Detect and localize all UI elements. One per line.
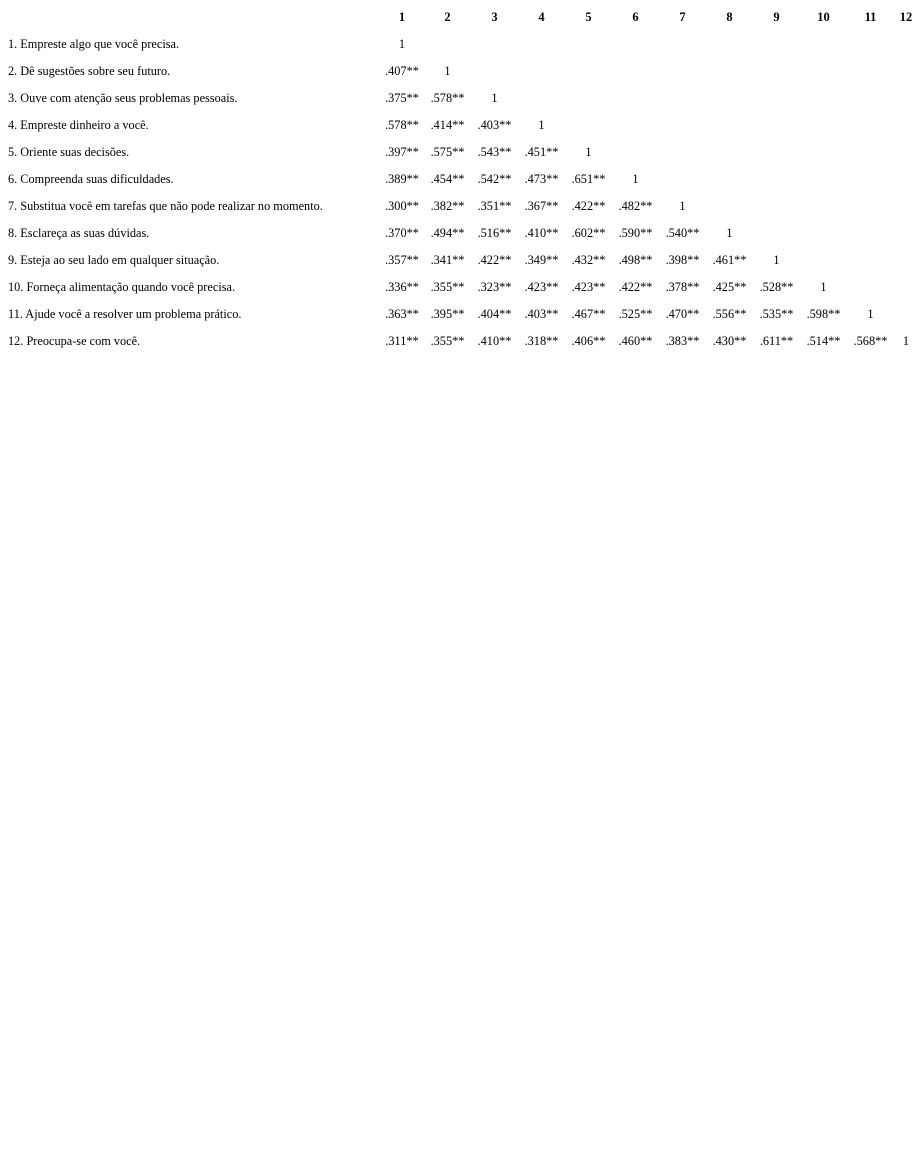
table-cell: .395**	[430, 307, 465, 321]
table-cell	[565, 112, 612, 139]
table-row	[6, 220, 918, 247]
table-cell: .410**	[477, 334, 512, 348]
table-cell	[518, 85, 565, 112]
table-cell	[612, 31, 659, 58]
table-cell: .535**	[759, 307, 794, 321]
row-label: 7. Substitua você em tarefas que não pode realizar no momento.	[8, 199, 323, 213]
table-cell	[847, 139, 894, 166]
table-cell	[424, 31, 471, 58]
col-header: 11	[864, 10, 877, 24]
table-cell	[894, 247, 918, 274]
table-cell	[706, 31, 753, 58]
table-cell	[894, 139, 918, 166]
table-cell: .367**	[524, 199, 559, 213]
table-cell	[894, 301, 918, 328]
table-cell	[800, 85, 847, 112]
table-cell	[659, 112, 706, 139]
table-cell: .378**	[665, 280, 700, 294]
table-cell	[706, 112, 753, 139]
table-cell: .341**	[430, 253, 465, 267]
table-cell: .461**	[712, 253, 747, 267]
table-cell	[847, 85, 894, 112]
table-cell	[753, 193, 800, 220]
table-cell	[565, 31, 612, 58]
table-cell: .467**	[571, 307, 606, 321]
row-label: 5. Oriente suas decisões.	[8, 145, 130, 159]
col-header: 8	[726, 10, 733, 24]
table-row	[6, 31, 918, 58]
table-cell	[847, 193, 894, 220]
table-row	[6, 166, 918, 193]
table-cell	[612, 85, 659, 112]
table-cell	[565, 85, 612, 112]
table-cell: 1	[726, 226, 733, 240]
table-cell: .349**	[524, 253, 559, 267]
table-cell: .611**	[759, 334, 794, 348]
table-cell: .516**	[477, 226, 512, 240]
table-cell	[706, 166, 753, 193]
table-cell: .451**	[524, 145, 559, 159]
table-cell: 1	[398, 37, 406, 51]
table-cell	[659, 139, 706, 166]
table-cell: .651**	[571, 172, 606, 186]
col-header: 12	[899, 10, 913, 24]
col-header: 5	[585, 10, 592, 24]
table-cell	[894, 85, 918, 112]
table-cell: .578**	[385, 118, 419, 132]
col-header: 4	[538, 10, 545, 24]
table-cell	[847, 274, 894, 301]
row-label: 3. Ouve com atenção seus problemas pessoais.	[8, 91, 238, 105]
table-cell	[894, 31, 918, 58]
table-cell: .383**	[665, 334, 700, 348]
table-cell	[612, 112, 659, 139]
col-header: 2	[444, 10, 451, 24]
table-cell: .357**	[385, 253, 419, 267]
table-cell: .355**	[430, 280, 465, 294]
table-cell: 1	[444, 64, 451, 78]
table-cell: .578**	[430, 91, 465, 105]
table-cell	[753, 112, 800, 139]
table-cell: .422**	[618, 280, 653, 294]
table-cell: .575**	[430, 145, 465, 159]
table-cell: .482**	[618, 199, 653, 213]
table-cell: .323**	[477, 280, 512, 294]
table-cell	[753, 31, 800, 58]
table-cell	[753, 166, 800, 193]
table-cell	[471, 31, 518, 58]
table-cell: 1	[902, 334, 910, 348]
table-cell	[753, 58, 800, 85]
col-header: 3	[491, 10, 498, 24]
table-cell: .370**	[385, 226, 419, 240]
table-cell	[800, 193, 847, 220]
table-cell	[471, 58, 518, 85]
col-header: 10	[817, 10, 830, 24]
table-cell: .494**	[430, 226, 465, 240]
table-cell	[612, 139, 659, 166]
table-cell: .407**	[385, 64, 419, 78]
table-cell: .422**	[571, 199, 606, 213]
table-cell: 1	[538, 118, 545, 132]
table-cell	[894, 58, 918, 85]
table-cell	[659, 58, 706, 85]
table-row	[6, 85, 918, 112]
table-cell: .404**	[477, 307, 512, 321]
table-cell	[800, 166, 847, 193]
table-cell	[659, 31, 706, 58]
table-cell: 1	[632, 172, 639, 186]
table-row	[6, 247, 918, 274]
table-cell	[894, 193, 918, 220]
table-cell: .568**	[853, 334, 888, 348]
table-cell: .382**	[430, 199, 465, 213]
table-cell	[894, 220, 918, 247]
table-body	[6, 31, 918, 355]
table-cell: .542**	[477, 172, 512, 186]
table-cell	[659, 166, 706, 193]
table-cell: .543**	[477, 145, 512, 159]
table-cell: .410**	[524, 226, 559, 240]
table-cell: .406**	[571, 334, 606, 348]
table-cell: .355**	[430, 334, 465, 348]
table-cell: 1	[820, 280, 827, 294]
table-cell	[565, 58, 612, 85]
table-cell: 1	[491, 91, 498, 105]
table-cell	[800, 31, 847, 58]
table-cell	[894, 166, 918, 193]
table-row	[6, 274, 918, 301]
table-cell	[800, 58, 847, 85]
table-cell: .430**	[712, 334, 747, 348]
col-header: 1	[398, 10, 406, 24]
table-cell: .311**	[385, 334, 419, 348]
row-label: 4. Empreste dinheiro a você.	[8, 118, 149, 132]
row-label: 1. Empreste algo que você precisa.	[8, 37, 180, 51]
table-row	[6, 193, 918, 220]
table-cell: .300**	[385, 199, 419, 213]
table-cell: 1	[679, 199, 686, 213]
table-cell: .425**	[712, 280, 747, 294]
table-row	[6, 328, 918, 355]
row-label: 8. Esclareça as suas dúvidas.	[8, 226, 150, 240]
table-cell: .336**	[385, 280, 419, 294]
table-cell: .598**	[806, 307, 841, 321]
table-cell: .556**	[712, 307, 747, 321]
row-label: 12. Preocupa-se com você.	[8, 334, 141, 348]
table-row	[6, 301, 918, 328]
table-cell: .473**	[524, 172, 559, 186]
table-cell	[753, 220, 800, 247]
table-cell: .454**	[430, 172, 465, 186]
table-cell	[800, 112, 847, 139]
table-cell	[518, 58, 565, 85]
table-cell: .423**	[524, 280, 559, 294]
table-cell	[706, 85, 753, 112]
table-cell: .363**	[385, 307, 419, 321]
table-cell: 1	[867, 307, 874, 321]
table-cell	[753, 139, 800, 166]
table-row	[6, 58, 918, 85]
table-cell: .528**	[759, 280, 794, 294]
table-cell: 1	[773, 253, 780, 267]
table-cell	[706, 139, 753, 166]
table-cell	[894, 112, 918, 139]
table-cell	[847, 58, 894, 85]
table-cell: .414**	[430, 118, 465, 132]
table-cell	[847, 31, 894, 58]
table-cell: .403**	[524, 307, 559, 321]
table-cell: .540**	[665, 226, 700, 240]
table-cell: .432**	[571, 253, 606, 267]
row-label: 10. Forneça alimentação quando você precisa.	[8, 280, 236, 294]
table-cell	[847, 247, 894, 274]
table-cell: .602**	[571, 226, 606, 240]
table-cell: .460**	[618, 334, 653, 348]
row-label: 2. Dê sugestões sobre seu futuro.	[8, 64, 171, 78]
table-cell	[612, 58, 659, 85]
row-label: 6. Compreenda suas dificuldades.	[8, 172, 174, 186]
correlation-table	[6, 4, 918, 355]
table-cell	[847, 112, 894, 139]
header-blank	[6, 4, 380, 31]
table-cell: .351**	[477, 199, 512, 213]
col-header: 9	[773, 10, 780, 24]
col-header: 6	[632, 10, 639, 24]
table-cell	[800, 247, 847, 274]
col-header: 7	[679, 10, 686, 24]
table-cell: .423**	[571, 280, 606, 294]
table-cell: .590**	[618, 226, 653, 240]
table-cell: .389**	[385, 172, 419, 186]
table-cell	[800, 220, 847, 247]
table-cell	[800, 139, 847, 166]
table-cell	[847, 166, 894, 193]
table-cell: 1	[585, 145, 592, 159]
header-row	[6, 4, 918, 31]
table-cell	[894, 274, 918, 301]
table-cell: .375**	[385, 91, 419, 105]
table-cell	[706, 193, 753, 220]
table-cell: .422**	[477, 253, 512, 267]
row-label: 11. Ajude você a resolver um problema prático.	[8, 307, 242, 321]
table-cell	[847, 220, 894, 247]
table-cell	[753, 85, 800, 112]
table-row	[6, 139, 918, 166]
table-cell	[706, 58, 753, 85]
row-label: 9. Esteja ao seu lado em qualquer situação.	[8, 253, 220, 267]
table-cell: .397**	[385, 145, 419, 159]
table-cell: .470**	[665, 307, 700, 321]
table-cell	[518, 31, 565, 58]
table-cell: .514**	[806, 334, 841, 348]
table-cell: .318**	[524, 334, 559, 348]
table-cell: .403**	[477, 118, 512, 132]
table-cell: .398**	[665, 253, 700, 267]
table-cell	[659, 85, 706, 112]
table-row	[6, 112, 918, 139]
table-cell: .498**	[618, 253, 653, 267]
table-cell: .525**	[618, 307, 653, 321]
